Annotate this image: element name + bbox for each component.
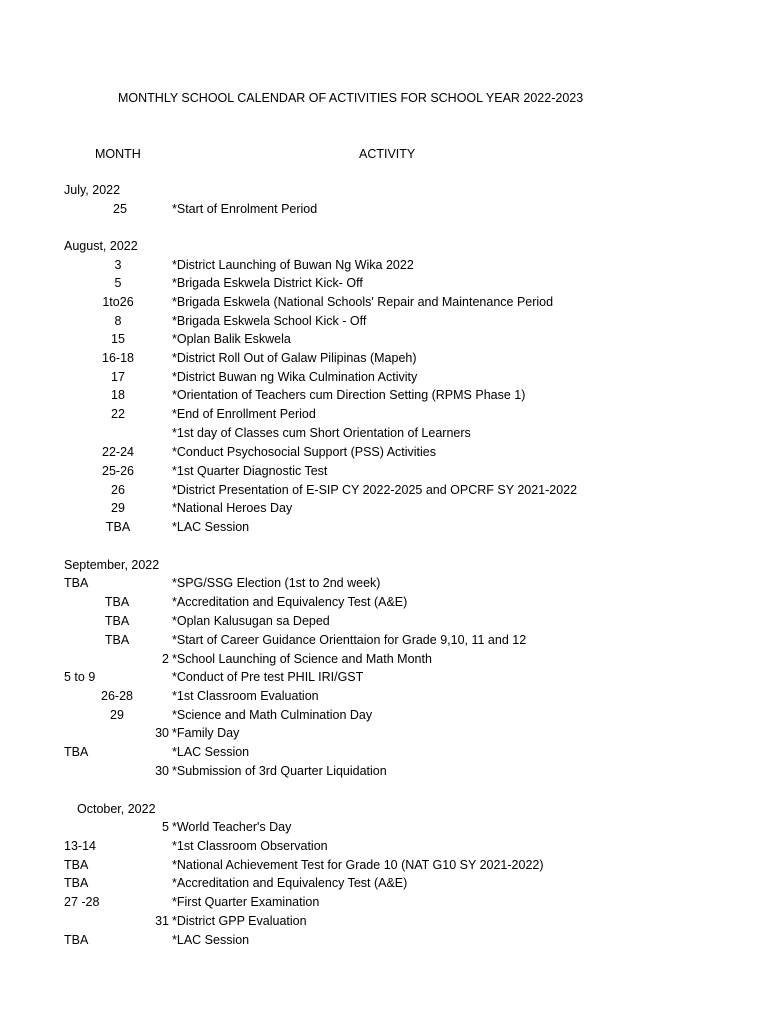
activity-text: *First Quarter Examination: [172, 895, 320, 909]
list-item: [0, 874, 768, 892]
activity-text: *Start of Enrolment Period: [172, 202, 318, 216]
activity-text: *1st Classroom Evaluation: [172, 689, 319, 703]
activity-text: *Submission of 3rd Quarter Liquidation: [172, 764, 387, 778]
activity-text: *Start of Career Guidance Orienttaion for Grade 9,10, 11 and 12: [172, 633, 527, 647]
activity-text: *Brigada Eskwela School Kick - Off: [172, 314, 367, 328]
list-item: [0, 593, 768, 611]
list-item: [0, 499, 768, 517]
list-item: [0, 312, 768, 330]
list-item: [0, 368, 768, 386]
month-heading-august: August, 2022: [64, 239, 138, 253]
activity-text: *Accreditation and Equivalency Test (A&E): [172, 595, 408, 609]
activity-date: 8: [114, 314, 122, 328]
activity-text: *Oplan Balik Eskwela: [172, 332, 291, 346]
activity-text: *Family Day: [172, 726, 240, 740]
list-item: [0, 856, 768, 874]
activity-date: 1to26: [102, 295, 134, 309]
activity-text: *Accreditation and Equivalency Test (A&E): [172, 876, 408, 890]
document-title: MONTHLY SCHOOL CALENDAR OF ACTIVITIES FOR SCHOOL YEAR 2022-2023: [118, 91, 584, 105]
list-item: [0, 837, 768, 855]
activity-date: TBA: [64, 576, 89, 590]
activity-text: *LAC Session: [172, 933, 250, 947]
list-item: [0, 518, 768, 536]
activity-date: 16-18: [102, 351, 134, 365]
activity-date: 30: [155, 726, 169, 740]
activity-date: 18: [111, 388, 125, 402]
activity-text: *LAC Session: [172, 745, 250, 759]
activity-date: 30: [155, 764, 169, 778]
list-item: [0, 462, 768, 480]
list-item: [0, 386, 768, 404]
list-item: [0, 443, 768, 461]
activity-date: 5: [114, 276, 122, 290]
activity-text: *Brigada Eskwela (National Schools' Repair and Maintenance Period: [172, 295, 554, 309]
list-item: [0, 481, 768, 499]
activity-text: *Oplan Kalusugan sa Deped: [172, 614, 330, 628]
month-heading-september: September, 2022: [64, 558, 160, 572]
activity-text: *District GPP Evaluation: [172, 914, 307, 928]
list-item: [0, 274, 768, 292]
activity-text: *World Teacher's Day: [172, 820, 292, 834]
list-item: [0, 762, 768, 780]
activity-text: *National Achievement Test for Grade 10 (NAT G10 SY 2021-2022): [172, 858, 544, 872]
list-item: [0, 200, 768, 218]
activity-text: *1st day of Classes cum Short Orientation of Learners: [172, 426, 471, 440]
activity-date: 25-26: [102, 464, 134, 478]
list-item: [0, 687, 768, 705]
activity-date: TBA: [64, 745, 89, 759]
list-item: [0, 893, 768, 911]
activity-date: TBA: [105, 520, 131, 534]
list-item: [0, 424, 768, 442]
activity-date: 31: [155, 914, 169, 928]
list-item: [0, 349, 768, 367]
activity-date: 27 -28: [64, 895, 100, 909]
activity-date: TBA: [104, 633, 130, 647]
activity-text: *End of Enrollment Period: [172, 407, 316, 421]
list-item: [0, 612, 768, 630]
month-heading-october: October, 2022: [77, 802, 156, 816]
list-item: [0, 931, 768, 949]
activity-date: 2: [162, 652, 169, 666]
activity-text: *Orientation of Teachers cum Direction Setting (RPMS Phase 1): [172, 388, 526, 402]
activity-text: *District Roll Out of Galaw Pilipinas (Mapeh): [172, 351, 417, 365]
list-item: [0, 912, 768, 930]
activity-date: 26: [111, 483, 125, 497]
activity-date: 17: [111, 370, 125, 384]
activity-text: *District Buwan ng Wika Culmination Activity: [172, 370, 418, 384]
activity-date: 29: [110, 708, 124, 722]
list-item: [0, 256, 768, 274]
activity-date: TBA: [64, 876, 89, 890]
activity-date: 5: [162, 820, 169, 834]
list-item: [0, 668, 768, 686]
activity-date: 15: [111, 332, 125, 346]
activity-text: *National Heroes Day: [172, 501, 293, 515]
activity-date: 25: [113, 202, 127, 216]
activity-text: *District Presentation of E-SIP CY 2022-2025 and OPCRF SY 2021-2022: [172, 483, 578, 497]
activity-date: TBA: [104, 595, 130, 609]
list-item: [0, 706, 768, 724]
activity-text: *Brigada Eskwela District Kick- Off: [172, 276, 363, 290]
list-item: [0, 743, 768, 761]
activity-date: TBA: [104, 614, 130, 628]
list-item: [0, 330, 768, 348]
activity-date: 22-24: [102, 445, 134, 459]
activity-date: 13-14: [64, 839, 96, 853]
activity-text: *1st Classroom Observation: [172, 839, 328, 853]
activity-text: *School Launching of Science and Math Month: [172, 652, 432, 666]
month-heading-july: July, 2022: [64, 183, 121, 197]
activity-text: *Conduct Psychosocial Support (PSS) Activities: [172, 445, 437, 459]
activity-date: TBA: [64, 933, 89, 947]
list-item: [0, 650, 768, 668]
activity-date: 22: [111, 407, 125, 421]
activity-text: *SPG/SSG Election (1st to 2nd week): [172, 576, 381, 590]
activity-column-header: ACTIVITY: [359, 147, 416, 161]
list-item: [0, 631, 768, 649]
list-item: [0, 724, 768, 742]
activity-text: *LAC Session: [172, 520, 250, 534]
activity-date: 5 to 9: [64, 670, 96, 684]
activity-text: *Conduct of Pre test PHIL IRI/GST: [172, 670, 364, 684]
list-item: [0, 405, 768, 423]
list-item: [0, 574, 768, 592]
activity-text: *Science and Math Culmination Day: [172, 708, 373, 722]
activity-date: 26-28: [101, 689, 133, 703]
activity-date: TBA: [64, 858, 89, 872]
activity-date: 3: [114, 258, 122, 272]
list-item: [0, 293, 768, 311]
activity-date: 29: [111, 501, 125, 515]
activity-text: *1st Quarter Diagnostic Test: [172, 464, 328, 478]
list-item: [0, 818, 768, 836]
activity-text: *District Launching of Buwan Ng Wika 2022: [172, 258, 414, 272]
month-column-header: MONTH: [95, 147, 141, 161]
